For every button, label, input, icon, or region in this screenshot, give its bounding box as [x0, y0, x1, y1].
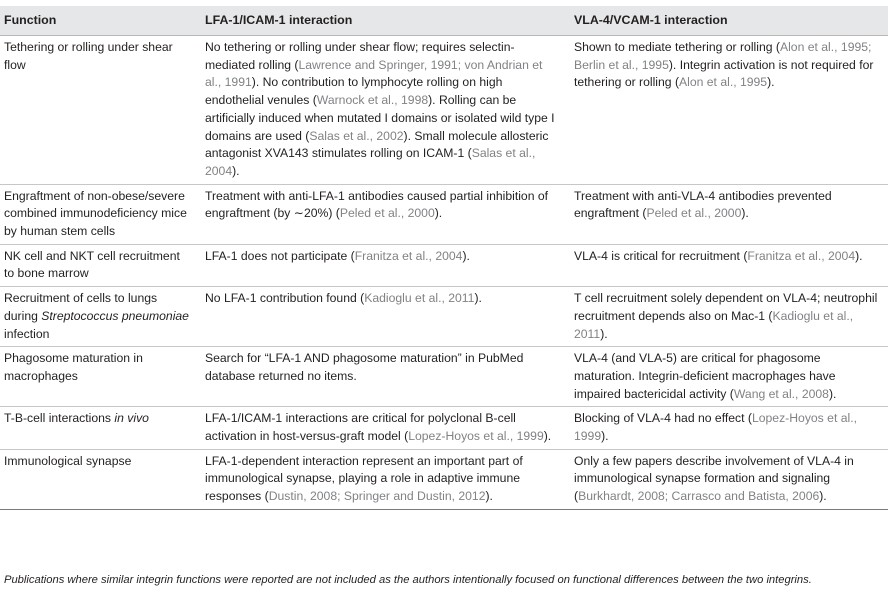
lfa1-icam1-cell	[197, 407, 566, 449]
vla4-vcam1-cell	[566, 244, 888, 286]
vla4-citation: Lopez-Hoyos et al., 1999	[574, 411, 857, 444]
lfa1-text: ).	[434, 206, 443, 221]
table-row	[0, 407, 888, 449]
function-cell	[0, 347, 197, 407]
lfa1-citation: Kadioglu et al., 2011	[364, 291, 475, 306]
lfa1-citation: Franitza et al., 2004	[354, 248, 463, 263]
lfa1-citation: Dustin, 2008; Springer and Dustin, 2012	[268, 489, 486, 504]
table-row	[0, 36, 888, 185]
function-cell	[0, 287, 197, 347]
lfa1-citation: Salas et al., 2004	[205, 146, 536, 178]
lfa1-citation: Lawrence and Springer, 1991; von Andrian et al., 1991	[205, 57, 543, 90]
function-italic-text: in vivo	[114, 411, 149, 426]
vla4-citation: Wang et al., 2008	[733, 386, 829, 401]
lfa1-icam1-cell	[197, 36, 566, 185]
lfa1-text: Search for “LFA-1 AND phagosome maturation” in PubMed database returned no items.	[205, 351, 524, 383]
table-row	[0, 184, 888, 244]
vla4-citation: Alon et al., 1995	[679, 75, 768, 90]
lfa1-icam1-cell	[197, 347, 566, 407]
vla4-text: Only a few papers describe involvement of VLA-4 in immunological synapse formation and signaling (	[574, 453, 854, 504]
vla4-text: T cell recruitment solely dependent on VLA-4; neutrophil recruitment depends also on Mac-1 (	[574, 291, 878, 323]
vla4-vcam1-cell	[566, 287, 888, 347]
header-row	[0, 6, 888, 36]
function-cell	[0, 449, 197, 509]
function-label: Engraftment of non-obese/severe combined immunodeficiency mice by human stem cells	[4, 188, 187, 239]
table-row	[0, 287, 888, 347]
function-cell	[0, 36, 197, 185]
table-header	[0, 6, 888, 36]
lfa1-text: ).	[485, 489, 493, 504]
lfa1-text: ).	[543, 429, 552, 444]
function-label: NK cell and NKT cell recruitment to bone marrow	[4, 248, 180, 281]
vla4-text: ).	[601, 429, 609, 444]
function-cell	[0, 184, 197, 244]
lfa1-text: ). Rolling can be artificially induced when mutated I domains or isolated wild type I domains are used (	[205, 93, 555, 143]
lfa1-text: ). Small molecule allosteric antagonist XVA143 stimulates rolling on ICAM-1 (	[205, 128, 549, 161]
vla4-text: ). Integrin activation is not required for tethering or rolling (	[574, 57, 874, 90]
lfa1-citation: Peled et al., 2000	[339, 206, 435, 221]
integrin-comparison-table	[0, 6, 888, 510]
function-cell	[0, 244, 197, 286]
function-label: Immunological synapse	[4, 453, 132, 468]
lfa1-text: ). No contribution to lymphocyte rolling on high endothelial venules (	[205, 75, 503, 108]
lfa1-text: ).	[474, 291, 482, 306]
vla4-citation: Burkhardt, 2008; Carrasco and Batista, 2006	[578, 489, 820, 504]
vla4-vcam1-cell	[566, 347, 888, 407]
function-text: T-B-cell interactions	[4, 411, 115, 426]
table-row	[0, 347, 888, 407]
lfa1-icam1-cell	[197, 287, 566, 347]
vla4-text: ).	[819, 489, 827, 504]
table-body	[0, 36, 888, 510]
vla4-citation: Alon et al., 1995; Berlin et al., 1995	[574, 40, 872, 72]
vla4-text: Shown to mediate tethering or rolling (	[574, 40, 780, 54]
function-italic-text: Streptococcus pneumoniae	[41, 308, 189, 323]
function-label: Tethering or rolling under shear flow	[4, 40, 173, 72]
vla4-text: VLA-4 (and VLA-5) are critical for phagosome maturation. Integrin-deficient macrophages have impaired bactericidal activity (	[574, 351, 836, 401]
lfa1-text: LFA-1/ICAM-1 interactions are critical for polyclonal B-cell activation in host-versus-graft model (	[205, 411, 516, 444]
vla4-vcam1-cell	[566, 449, 888, 509]
lfa1-citation: Warnock et al., 1998	[316, 93, 429, 108]
vla4-citation: Peled et al., 2000	[646, 206, 742, 221]
vla4-text: ).	[767, 75, 775, 90]
vla4-vcam1-cell	[566, 407, 888, 449]
lfa1-citation: Salas et al., 2002	[309, 128, 404, 143]
lfa1-text: No tethering or rolling under shear flow; requires selectin-mediated rolling (	[205, 40, 515, 72]
lfa1-text: ).	[232, 163, 240, 178]
vla4-text: ).	[741, 206, 749, 221]
table-row	[0, 449, 888, 509]
header-lfa1-icam1: LFA-1/ICAM-1 interaction	[197, 6, 566, 36]
lfa1-icam1-cell	[197, 244, 566, 286]
vla4-vcam1-cell	[566, 36, 888, 185]
vla4-text: Treatment with anti-VLA-4 antibodies prevented engraftment (	[574, 188, 832, 221]
header-function: Function	[0, 6, 197, 36]
table-footnote: Publications where similar integrin functions were reported are not included as the authors intentionally focused on functional differences between the two integrins.	[4, 574, 812, 586]
vla4-vcam1-cell	[566, 184, 888, 244]
vla4-text: ).	[828, 386, 837, 401]
lfa1-text: LFA-1-dependent interaction represent an important part of immunological synapse, playing a role in adaptive immune responses (	[205, 453, 523, 504]
vla4-text: Blocking of VLA-4 had no effect (	[574, 411, 752, 426]
lfa1-icam1-cell	[197, 449, 566, 509]
vla4-text: ).	[600, 326, 608, 341]
lfa1-icam1-cell	[197, 184, 566, 244]
vla4-text: ).	[855, 248, 863, 263]
lfa1-text: ).	[462, 248, 470, 263]
lfa1-text: Treatment with anti-LFA-1 antibodies caused partial inhibition of engraftment (by ∼20%) (	[205, 188, 549, 221]
lfa1-text: LFA-1 does not participate (	[205, 248, 355, 263]
vla4-text: VLA-4 is critical for recruitment (	[574, 248, 748, 263]
function-text: Recruitment of cells to lungs during	[4, 291, 158, 323]
lfa1-text: No LFA-1 contribution found (	[205, 291, 365, 306]
table-row	[0, 244, 888, 286]
lfa1-citation: Lopez-Hoyos et al., 1999	[408, 429, 544, 444]
vla4-citation: Franitza et al., 2004	[747, 248, 856, 263]
function-cell	[0, 407, 197, 449]
function-label: Phagosome maturation in macrophages	[4, 351, 143, 383]
vla4-citation: Kadioglu et al., 2011	[574, 308, 854, 341]
header-vla4-vcam1: VLA-4/VCAM-1 interaction	[566, 6, 888, 36]
function-text: infection	[4, 326, 50, 341]
